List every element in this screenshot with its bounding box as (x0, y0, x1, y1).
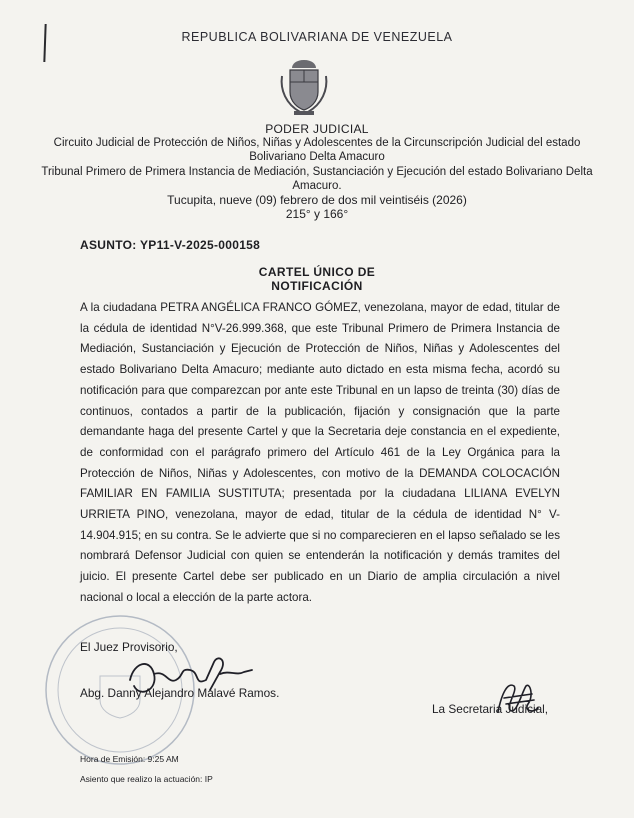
date-line: Tucupita, nueve (09) febrero de dos mil veintiséis (2026) (167, 193, 467, 207)
asunto-line (80, 238, 260, 252)
notification-body (80, 298, 560, 609)
body-part-2: , venezolana, mayor de edad, titular de la cédula de identidad N°V-26.999.368, que este Tribunal Primero de Primera Instancia de Mediación, Sustanciación y Ejecución de Protección de Niños, Niñas y Adolescentes del estado Bolivariano Delta Amacuro; mediante auto dictado en esta misma fecha, acordó su notificación para que comparezcan por ante este Tribunal en un lapso de treinta (30) días de continuos, contados a partir de la publicación, fijación y consignación que la parte demandante haga del presente Cartel y que la Secretaria deje constancia en el expediente, de conformidad con el parágrafo primero del Artículo 461 de la Ley Orgánica para la Protección de Niños, Niñas y Adolescentes, con motivo de la (80, 301, 560, 480)
judge-name: Abg. Danny Alejandro Malavé Ramos. (80, 686, 280, 700)
tribunal-heading: Tribunal Primero de Primera Instancia de Mediación, Sustanciación y Ejecución del estado Bolivariano Delta Amacuro. (41, 166, 593, 192)
body-part-1: A la ciudadana (80, 301, 161, 314)
coat-of-arms-icon (276, 56, 332, 116)
poder-judicial-heading: PODER JUDICIAL (265, 122, 369, 136)
plaintiff-name: LILIANA EVELYN URRIETA PINO (80, 487, 560, 522)
title-line-1: CARTEL ÚNICO DE (258, 265, 376, 279)
emission-time: Hora de Emisión: 9:25 AM (80, 754, 179, 764)
asunto-label: ASUNTO: (80, 238, 137, 252)
document-title (0, 265, 634, 293)
body-part-4: , venezolana, mayor de edad, titular de la cédula de identidad N° V-14.904.915; en su contra. Se le advierte que si no comparecieren en el lapso señalado se les nombrará Defensor Judicial con quien se entenderán la notificación y demás tramites del juicio. El presente Cartel debe ser publicado en un Diario de amplia circulación a nivel nacional o local a elección de la parte actora. (80, 508, 560, 604)
entry-note: Asiento que realizo la actuación: IP (80, 774, 213, 784)
body-part-3: ; presentada por la ciudadana (281, 487, 465, 501)
judge-signature-label: El Juez Provisorio, (80, 640, 178, 654)
secretary-signature-label: La Secretaria Judicial, (432, 702, 549, 716)
circuito-heading: Circuito Judicial de Protección de Niños, Niñas y Adolescentes de la Circunscripción Judicial del estado Bolivariano Delta Amacuro (53, 137, 581, 163)
demand-type: DEMANDA COLOCACIÓN FAMILIAR EN FAMILIA SUSTITUTA (80, 466, 560, 501)
republica-heading: REPUBLICA BOLIVARIANA DE VENEZUELA (181, 30, 453, 44)
asunto-value: YP11-V-2025-000158 (139, 238, 261, 252)
notified-party-name: PETRA ANGÉLICA FRANCO GÓMEZ (160, 301, 358, 314)
title-line-2: NOTIFICACIÓN (271, 279, 363, 293)
folio-line: 215° y 166° (285, 207, 349, 221)
